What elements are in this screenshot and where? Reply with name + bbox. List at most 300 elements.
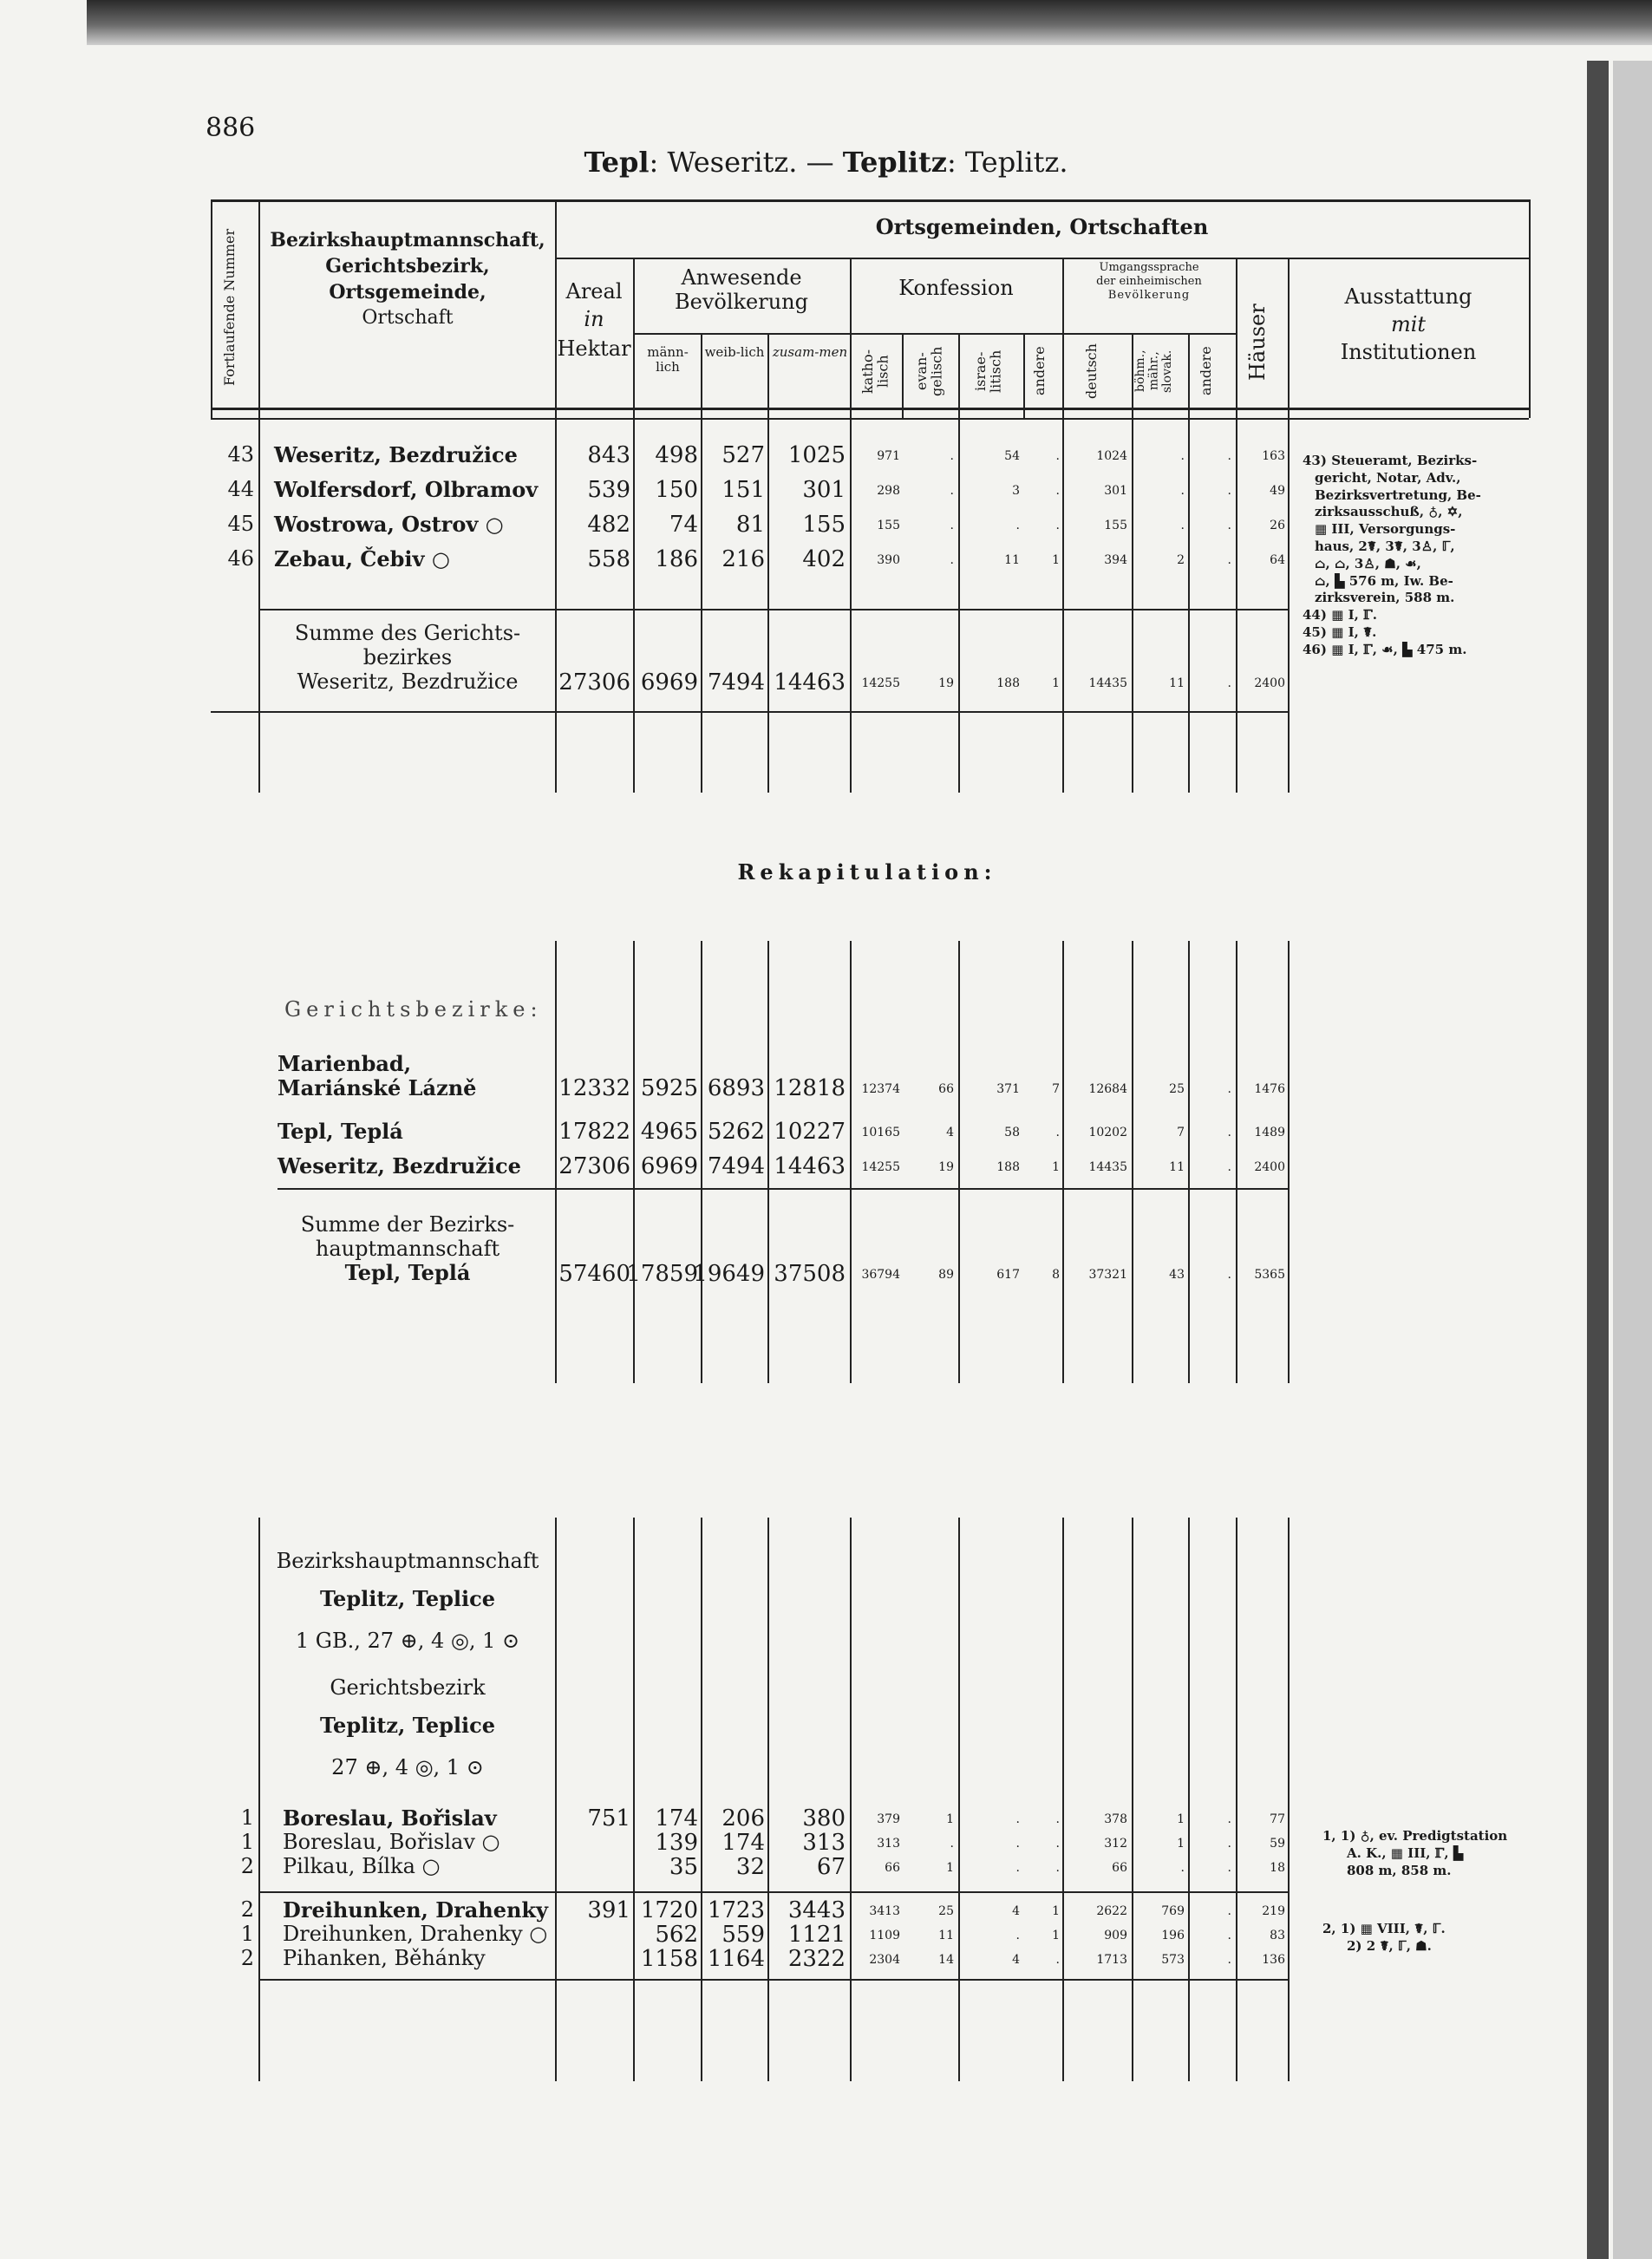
s3-row-w: 32 xyxy=(735,1854,765,1880)
header-anwesende: Anwesende xyxy=(681,265,802,290)
s3-row-m: 1720 xyxy=(640,1897,698,1923)
s1-vline-s1 xyxy=(1132,418,1133,793)
s1-row-kath: 390 xyxy=(877,553,900,567)
note-line: haus, 2☤, 3☤, 3♙, ℾ, xyxy=(1315,538,1455,554)
s3-row-nr: 2 xyxy=(240,1854,254,1878)
s1-vline-k2 xyxy=(958,418,960,793)
s3-gb-stats: 27 ⊕, 4 ◎, 1 ⊙ xyxy=(331,1755,484,1779)
s3-row-and: . xyxy=(1055,1953,1060,1967)
s1-row-nr: 45 xyxy=(227,512,254,536)
s3-vline-konf xyxy=(1062,1518,1064,2081)
s3-row-deu: 312 xyxy=(1104,1837,1127,1851)
s3-row-hs: 18 xyxy=(1270,1861,1285,1875)
recap-row-boh: 25 xyxy=(1169,1082,1185,1096)
s1-vline-m xyxy=(701,418,702,793)
s3-row-and: 1 xyxy=(1052,1929,1060,1942)
s1-row-sand: . xyxy=(1227,449,1231,463)
s1-row-and: 1 xyxy=(1052,553,1060,567)
s1-summe-isr: 188 xyxy=(996,676,1020,690)
s3-note-1 xyxy=(1322,1828,1531,1879)
r-vline-hs xyxy=(1288,941,1290,1383)
s1-vline-konf xyxy=(1062,418,1064,793)
header-israelitisch: israe-litisch xyxy=(972,349,1004,393)
s3-row-isr: . xyxy=(1015,1929,1020,1942)
s1-row-w: 527 xyxy=(722,442,765,468)
note-line: gericht, Notar, Adv., xyxy=(1315,469,1461,486)
recap-row-isr: 371 xyxy=(996,1082,1020,1096)
s3-row-z: 67 xyxy=(816,1854,846,1880)
s3-row-areal: 391 xyxy=(587,1897,630,1923)
recap-row-hs: 1489 xyxy=(1254,1126,1285,1139)
s1-summe-label-2: bezirkes xyxy=(362,645,453,669)
s3-row-deu: 66 xyxy=(1112,1861,1127,1875)
s1-row-isr: 54 xyxy=(1004,449,1020,463)
recap-row-isr: 58 xyxy=(1004,1126,1020,1139)
s3-row-sand: . xyxy=(1227,1861,1231,1875)
s3-vline-s1 xyxy=(1132,1518,1133,2081)
group-title-rule xyxy=(555,258,1529,259)
header-deutsch: deutsch xyxy=(1083,343,1100,399)
header-haeuser: Häuser xyxy=(1245,304,1270,382)
recap-row-deu: 12684 xyxy=(1088,1082,1127,1096)
s3-row-w: 1723 xyxy=(707,1897,765,1923)
s1-row-sand: . xyxy=(1227,484,1231,498)
s1-summe-rule xyxy=(258,609,1288,610)
recap-row-z: 14463 xyxy=(774,1153,846,1179)
header-boehm-maehr-slovak: böhm., mähr., slovak. xyxy=(1133,349,1174,393)
recap-row-name-2: Mariánské Lázně xyxy=(278,1075,477,1100)
note-line: 46) ▦ I, ℾ, ☙, ▙ 475 m. xyxy=(1303,641,1467,657)
s3-row-name: Boreslau, Bořislav ○ xyxy=(283,1830,500,1854)
page-number: 886 xyxy=(206,113,256,143)
s1-vline-name xyxy=(555,418,557,793)
note-line: ▦ III, Versorgungs- xyxy=(1315,521,1456,538)
s1-row-areal: 539 xyxy=(587,477,630,503)
section1-notes xyxy=(1303,453,1528,659)
s3-row-nr: 2 xyxy=(240,1946,254,1970)
s3-row-ev: 11 xyxy=(938,1929,954,1942)
s3-note-1-line-3: 808 m, 858 m. xyxy=(1347,1862,1452,1878)
recap-row-name: Tepl, Teplá xyxy=(278,1119,403,1144)
s1-row-m: 74 xyxy=(669,512,698,538)
header-bottom-rule xyxy=(211,408,1529,410)
s1-row-sand: . xyxy=(1227,553,1231,567)
s3-bh-stats: 1 GB., 27 ⊕, 4 ◎, 1 ⊙ xyxy=(295,1629,520,1653)
s3-row-sand: . xyxy=(1227,1812,1231,1826)
s1-summe-areal: 27306 xyxy=(558,669,630,695)
header-ausstattung: Ausstattung xyxy=(1344,284,1472,309)
header-bevoelkerung: Bevölkerung xyxy=(674,290,809,314)
s3-row-hs: 136 xyxy=(1262,1953,1285,1967)
s1-row-deu: 301 xyxy=(1104,484,1127,498)
s3-row-kath: 313 xyxy=(877,1837,900,1851)
recap-row-m: 6969 xyxy=(640,1153,698,1179)
s3-gb-label: Gerichtsbezirk xyxy=(330,1675,486,1700)
s3-row-name: Pilkau, Bílka ○ xyxy=(283,1854,441,1878)
s3-row-z: 2322 xyxy=(787,1946,846,1972)
s1-vline-pop xyxy=(850,418,852,793)
header-spr-bevoelkerung: Bevölkerung xyxy=(1107,289,1191,302)
s1-row-m: 186 xyxy=(655,546,698,572)
recap-row-boh: 7 xyxy=(1177,1126,1185,1139)
s1-row-deu: 1024 xyxy=(1096,449,1127,463)
recap-row-sand: . xyxy=(1227,1082,1231,1096)
s1-row-isr: . xyxy=(1015,519,1020,532)
scan-top-shadow xyxy=(87,0,1652,45)
s1-summe-ev: 19 xyxy=(938,676,954,690)
running-head-tepl: Tepl xyxy=(584,146,650,179)
s1-row-w: 216 xyxy=(722,546,765,572)
s3-row-and: 1 xyxy=(1052,1904,1060,1918)
header-weiblich: weib-lich xyxy=(704,344,765,360)
s3-row-deu: 378 xyxy=(1104,1812,1127,1826)
recap-row-and: . xyxy=(1055,1126,1060,1139)
s1-summe-m: 6969 xyxy=(640,669,698,695)
note-line: ⌂, ▙ 576 m, Iw. Be- xyxy=(1315,572,1453,589)
recap-summe-label-2: hauptmannschaft xyxy=(315,1237,500,1261)
note-line: 45) ▦ I, ☤. xyxy=(1303,624,1377,640)
recap-summe-rule xyxy=(278,1188,1288,1190)
s1-row-and: . xyxy=(1055,484,1060,498)
vline-s2 xyxy=(1188,333,1190,418)
s1-row-hs: 49 xyxy=(1270,484,1285,498)
recap-row-ev: 66 xyxy=(938,1082,954,1096)
note-line: zirksausschuß, ♁, ✡, xyxy=(1315,504,1463,520)
s3-row-nr: 1 xyxy=(240,1922,254,1946)
s3-row-sand: . xyxy=(1227,1904,1231,1918)
header-gerichtsbezirk: Gerichtsbezirk, xyxy=(325,255,490,277)
s1-row-boh: . xyxy=(1180,449,1185,463)
s1-row-w: 151 xyxy=(722,477,765,503)
s3-vline-pop xyxy=(850,1518,852,2081)
s3-row-ev: 14 xyxy=(938,1953,954,1967)
header-fortlaufende-nummer: Fortlaufende Nummer xyxy=(221,228,238,386)
note-line: 43) Steueramt, Bezirks- xyxy=(1303,453,1478,468)
header-einheimischen: der einheimischen xyxy=(1096,275,1202,288)
s3-row-w: 1164 xyxy=(707,1946,765,1972)
pop-sub-rule xyxy=(633,333,850,335)
s1-row-kath: 155 xyxy=(877,519,900,532)
header-maennlich: männ-lich xyxy=(647,344,689,375)
running-head-teplitz: Teplitz xyxy=(842,146,947,179)
s1-row-name: Wostrowa, Ostrov ○ xyxy=(274,512,504,537)
header-bottom-rule-2 xyxy=(211,418,1529,420)
s1-vline-hs xyxy=(1288,418,1290,793)
s1-row-boh: 2 xyxy=(1177,553,1185,567)
s1-row-ev: . xyxy=(950,519,954,532)
s3-row-boh: 573 xyxy=(1161,1953,1185,1967)
s3-gb-name: Teplitz, Teplice xyxy=(319,1713,496,1738)
s1-row-deu: 155 xyxy=(1104,519,1127,532)
s1-row-nr: 44 xyxy=(227,477,254,501)
s3-row-boh: 769 xyxy=(1161,1904,1185,1918)
s3-bottom-rule xyxy=(258,1979,1288,1981)
s3-row-isr: . xyxy=(1015,1837,1020,1851)
header-ortschaft: Ortschaft xyxy=(362,307,454,329)
s1-row-hs: 64 xyxy=(1270,553,1285,567)
s3-row-nr: 1 xyxy=(240,1805,254,1830)
s3-row-and: . xyxy=(1055,1812,1060,1826)
s3-row-m: 35 xyxy=(669,1854,698,1880)
s3-row-m: 174 xyxy=(655,1805,698,1831)
header-katholisch: katho-lisch xyxy=(859,349,891,394)
header-ortsgemeinden-ortschaften: Ortsgemeinden, Ortschaften xyxy=(875,214,1209,239)
header-areal: Areal xyxy=(565,279,623,304)
s3-row-areal: 751 xyxy=(587,1805,630,1831)
s1-row-kath: 971 xyxy=(877,449,900,463)
s3-row-hs: 219 xyxy=(1262,1904,1285,1918)
recap-summe-ev: 89 xyxy=(938,1268,954,1282)
s1-row-w: 81 xyxy=(735,512,765,538)
scan-right-shadow xyxy=(1587,61,1609,2259)
recap-row-hs: 2400 xyxy=(1254,1160,1285,1174)
s1-summe-label-1: Summe des Gerichts- xyxy=(294,621,521,645)
recap-row-kath: 10165 xyxy=(861,1126,900,1139)
s3-row-hs: 59 xyxy=(1270,1837,1285,1851)
vline-k1 xyxy=(902,333,904,418)
s1-summe-deu: 14435 xyxy=(1088,676,1127,690)
recap-row-m: 4965 xyxy=(640,1119,698,1145)
s1-row-kath: 298 xyxy=(877,484,900,498)
s1-row-z: 301 xyxy=(802,477,846,503)
header-evangelisch: evan-gelisch xyxy=(913,346,945,396)
note-line: ⌂, ⌂, 3♙, ☗, ☙, xyxy=(1315,555,1421,571)
s3-row-z: 380 xyxy=(802,1805,846,1831)
recap-summe-boh: 43 xyxy=(1169,1268,1185,1282)
s1-vline-w xyxy=(767,418,769,793)
s3-row-hs: 83 xyxy=(1270,1929,1285,1942)
recap-summe-kath: 36794 xyxy=(861,1268,900,1282)
s3-row-isr: . xyxy=(1015,1812,1020,1826)
recap-gerichtsbezirke-label: Gerichtsbezirke: xyxy=(284,997,543,1022)
s3-row-deu: 909 xyxy=(1104,1929,1127,1942)
s1-row-ev: . xyxy=(950,449,954,463)
s3-row-nr: 1 xyxy=(240,1830,254,1854)
recap-row-areal: 27306 xyxy=(558,1153,630,1179)
recap-row-name: Weseritz, Bezdružice xyxy=(278,1153,521,1178)
recap-row-kath: 12374 xyxy=(861,1082,900,1096)
recap-row-ev: 4 xyxy=(946,1126,954,1139)
header-ortsgemeinde: Ortsgemeinde, xyxy=(329,281,486,304)
s3-row-name: Pihanken, Běhánky xyxy=(283,1946,486,1970)
s1-summe-and: 1 xyxy=(1052,676,1060,690)
s3-row-isr: . xyxy=(1015,1861,1020,1875)
recap-row-and: 1 xyxy=(1052,1160,1060,1174)
s3-row-z: 313 xyxy=(802,1830,846,1856)
s1-row-isr: 11 xyxy=(1004,553,1020,567)
header-mit: mit xyxy=(1390,312,1427,336)
header-hektar: Hektar xyxy=(557,336,631,361)
table-top-rule xyxy=(211,199,1529,202)
recap-summe-deu: 37321 xyxy=(1088,1268,1127,1282)
s3-note-1-line-1: 1, 1) ♁, ev. Predigtstation xyxy=(1322,1828,1508,1844)
s1-row-nr: 46 xyxy=(227,546,254,571)
s1-row-areal: 843 xyxy=(587,442,630,468)
recap-summe-hs: 5365 xyxy=(1254,1268,1285,1282)
s1-row-z: 402 xyxy=(802,546,846,572)
recap-row-kath: 14255 xyxy=(861,1160,900,1174)
s1-row-hs: 163 xyxy=(1262,449,1285,463)
s1-row-ev: . xyxy=(950,553,954,567)
header-areal-in: in xyxy=(584,307,604,331)
s3-vline-w xyxy=(767,1518,769,2081)
s1-summe-label-3: Weseritz, Bezdružice xyxy=(297,669,519,694)
header-bezirkshauptmannschaft: Bezirkshauptmannschaft, xyxy=(270,229,545,251)
s3-note-2 xyxy=(1322,1921,1531,1955)
recap-summe-and: 8 xyxy=(1052,1268,1060,1282)
header-zusammen: zusam-men xyxy=(772,344,848,360)
scan-right-margin xyxy=(1613,61,1652,2259)
s3-row-isr: 4 xyxy=(1012,1953,1020,1967)
header-spr-andere: andere xyxy=(1198,346,1214,396)
s1-row-nr: 43 xyxy=(227,442,254,467)
recap-summe-z: 37508 xyxy=(774,1261,846,1287)
note-line: Bezirksvertretung, Be- xyxy=(1315,486,1481,503)
s3-row-nr: 2 xyxy=(240,1897,254,1922)
recap-row-z: 10227 xyxy=(774,1119,846,1145)
running-head-teplitz-gb: : Teplitz. xyxy=(946,146,1068,179)
s3-row-kath: 1109 xyxy=(869,1929,900,1942)
konf-sub-rule xyxy=(850,333,1062,335)
s3-bh-label: Bezirkshauptmannschaft xyxy=(276,1549,539,1573)
s3-row-ev: 25 xyxy=(938,1904,954,1918)
vline-hs xyxy=(1288,258,1290,418)
s1-summe-sand: . xyxy=(1227,676,1231,690)
s1-row-sand: . xyxy=(1227,519,1231,532)
s3-note-2-line-2: 2) 2 ☤, ℾ, ☗. xyxy=(1347,1937,1432,1954)
s1-summe-kath: 14255 xyxy=(861,676,900,690)
recap-row-w: 6893 xyxy=(707,1075,765,1101)
s3-row-ev: 1 xyxy=(946,1812,954,1826)
recap-summe-w: 19649 xyxy=(693,1261,765,1287)
s1-summe-z: 14463 xyxy=(774,669,846,695)
recap-row-areal: 17822 xyxy=(558,1119,630,1145)
recap-row-w: 7494 xyxy=(707,1153,765,1179)
s1-summe-hs: 2400 xyxy=(1254,676,1285,690)
s1-summe-w: 7494 xyxy=(707,669,765,695)
recap-row-ev: 19 xyxy=(938,1160,954,1174)
s3-row-and: . xyxy=(1055,1837,1060,1851)
s3-vline-k2 xyxy=(958,1518,960,2081)
s1-row-areal: 558 xyxy=(587,546,630,572)
s3-row-boh: 1 xyxy=(1177,1812,1185,1826)
s3-vline-areal xyxy=(633,1518,635,2081)
header-institutionen: Institutionen xyxy=(1340,340,1477,364)
s3-vline-s2 xyxy=(1188,1518,1190,2081)
recap-summe-label-1: Summe der Bezirks- xyxy=(300,1212,515,1237)
s1-row-boh: . xyxy=(1180,484,1185,498)
s3-row-sand: . xyxy=(1227,1953,1231,1967)
s3-bh-name: Teplitz, Teplice xyxy=(319,1586,496,1611)
s3-note-2-line-1: 2, 1) ▦ VIII, ☤, ℾ. xyxy=(1322,1921,1446,1936)
recap-row-sand: . xyxy=(1227,1160,1231,1174)
s1-row-deu: 394 xyxy=(1104,553,1127,567)
s1-vline-s2 xyxy=(1188,418,1190,793)
recap-row-sand: . xyxy=(1227,1126,1231,1139)
s1-row-boh: . xyxy=(1180,519,1185,532)
s3-row-sand: . xyxy=(1227,1929,1231,1942)
note-line: 44) ▦ I, ℾ. xyxy=(1303,607,1377,624)
s3-row-hs: 77 xyxy=(1270,1812,1285,1826)
recap-row-z: 12818 xyxy=(774,1075,846,1101)
header-konf-andere: andere xyxy=(1031,346,1048,396)
recap-row-isr: 188 xyxy=(996,1160,1020,1174)
s3-row-isr: 4 xyxy=(1012,1904,1020,1918)
s3-row-name: Dreihunken, Drahenky xyxy=(283,1897,548,1923)
s3-row-z: 3443 xyxy=(787,1897,846,1923)
recap-row-deu: 10202 xyxy=(1088,1126,1127,1139)
vline-w xyxy=(767,333,769,418)
s3-row-kath: 379 xyxy=(877,1812,900,1826)
note-line: zirksverein, 588 m. xyxy=(1315,590,1455,606)
recap-summe-areal: 57460 xyxy=(558,1261,630,1287)
recap-summe-sand: . xyxy=(1227,1268,1231,1282)
s1-row-m: 150 xyxy=(655,477,698,503)
s1-summe-boh: 11 xyxy=(1169,676,1185,690)
s3-row-ev: 1 xyxy=(946,1861,954,1875)
recap-row-deu: 14435 xyxy=(1088,1160,1127,1174)
vline-right xyxy=(1529,199,1531,418)
s3-row-boh: . xyxy=(1180,1861,1185,1875)
s3-row-w: 206 xyxy=(722,1805,765,1831)
s1-row-name: Wolfersdorf, Olbramov xyxy=(274,477,539,502)
recap-row-areal: 12332 xyxy=(558,1075,630,1101)
s3-vline-name xyxy=(555,1518,557,2081)
s3-row-boh: 196 xyxy=(1161,1929,1185,1942)
vline-k2 xyxy=(958,333,960,418)
s1-vline-spr xyxy=(1236,418,1237,793)
s3-row-ev: . xyxy=(950,1837,954,1851)
header-umgangssprache: Umgangssprache xyxy=(1099,261,1199,274)
s3-row-w: 559 xyxy=(722,1922,765,1948)
s3-row-kath: 3413 xyxy=(869,1904,900,1918)
s3-row-boh: 1 xyxy=(1177,1837,1185,1851)
recap-summe-isr: 617 xyxy=(996,1268,1020,1282)
s3-vline-hs xyxy=(1288,1518,1290,2081)
recap-row-w: 5262 xyxy=(707,1119,765,1145)
s3-row-m: 139 xyxy=(655,1830,698,1856)
recap-row-and: 7 xyxy=(1052,1082,1060,1096)
s3-row-deu: 1713 xyxy=(1096,1953,1127,1967)
s3-note-1-line-2: A. K., ▦ III, ℾ, ▙ xyxy=(1347,1844,1464,1861)
vline-left xyxy=(211,199,212,418)
s1-vline-areal xyxy=(633,418,635,793)
s1-row-and: . xyxy=(1055,449,1060,463)
running-head-weseritz: : Weseritz. — xyxy=(649,146,834,179)
s1-row-and: . xyxy=(1055,519,1060,532)
s1-row-ev: . xyxy=(950,484,954,498)
s1-vline-nr xyxy=(258,418,260,793)
vline-m xyxy=(701,333,702,418)
s3-row-z: 1121 xyxy=(787,1922,846,1948)
vline-k3 xyxy=(1023,333,1025,418)
s3-vline-m xyxy=(701,1518,702,2081)
vline-spr xyxy=(1236,258,1237,418)
recap-row-boh: 11 xyxy=(1169,1160,1185,1174)
spr-sub-rule xyxy=(1062,333,1236,335)
s3-row-name: Boreslau, Bořislav xyxy=(283,1805,497,1831)
s3-vline-spr xyxy=(1236,1518,1237,2081)
s3-row-kath: 66 xyxy=(885,1861,900,1875)
recap-row-m: 5925 xyxy=(640,1075,698,1101)
recap-title: Rekapitulation: xyxy=(737,859,997,885)
s1-row-name: Weseritz, Bezdružice xyxy=(274,442,518,467)
recap-summe-label-3: Tepl, Teplá xyxy=(344,1260,471,1285)
s3-row-m: 562 xyxy=(655,1922,698,1948)
s1-row-hs: 26 xyxy=(1270,519,1285,532)
s3-row-w: 174 xyxy=(722,1830,765,1856)
s3-row-deu: 2622 xyxy=(1096,1904,1127,1918)
